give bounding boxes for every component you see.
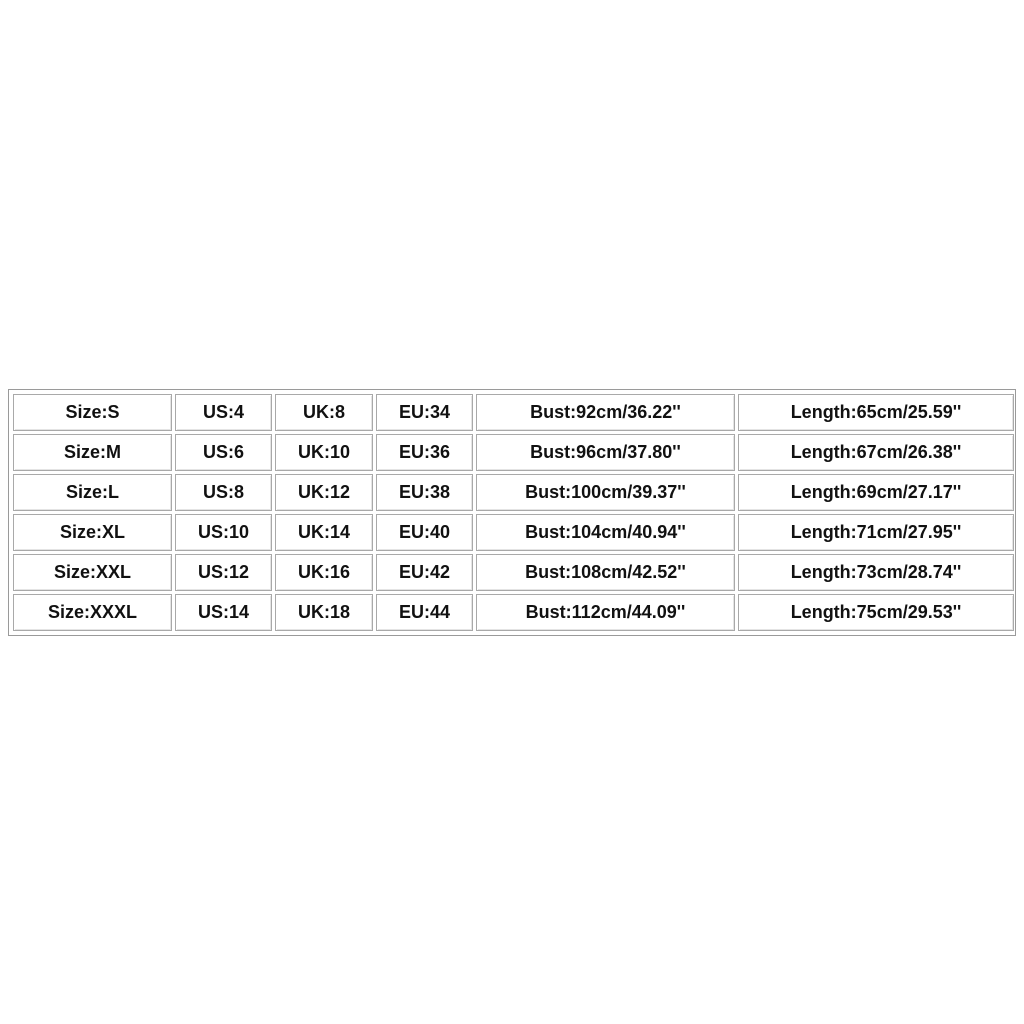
- uk-size-cell: UK:12: [275, 474, 373, 511]
- bust-cell: Bust:92cm/36.22'': [476, 394, 735, 431]
- table-row: [13, 514, 1014, 551]
- us-size-cell: US:14: [175, 594, 272, 631]
- us-size-cell: US:10: [175, 514, 272, 551]
- bust-cell: Bust:100cm/39.37'': [476, 474, 735, 511]
- uk-size-cell: UK:16: [275, 554, 373, 591]
- size-cell: Size:XL: [13, 514, 172, 551]
- uk-size-cell: UK:14: [275, 514, 373, 551]
- uk-size-cell: UK:18: [275, 594, 373, 631]
- size-chart: [8, 389, 1016, 636]
- eu-size-cell: EU:36: [376, 434, 473, 471]
- eu-size-cell: EU:42: [376, 554, 473, 591]
- uk-size-cell: UK:8: [275, 394, 373, 431]
- size-cell: Size:XXXL: [13, 594, 172, 631]
- table-row: [13, 434, 1014, 471]
- eu-size-cell: EU:34: [376, 394, 473, 431]
- size-chart-table: [10, 391, 1017, 634]
- table-row: [13, 474, 1014, 511]
- size-cell: Size:L: [13, 474, 172, 511]
- bust-cell: Bust:112cm/44.09'': [476, 594, 735, 631]
- length-cell: Length:71cm/27.95'': [738, 514, 1014, 551]
- length-cell: Length:73cm/28.74'': [738, 554, 1014, 591]
- eu-size-cell: EU:38: [376, 474, 473, 511]
- length-cell: Length:69cm/27.17'': [738, 474, 1014, 511]
- length-cell: Length:67cm/26.38'': [738, 434, 1014, 471]
- bust-cell: Bust:108cm/42.52'': [476, 554, 735, 591]
- size-cell: Size:XXL: [13, 554, 172, 591]
- length-cell: Length:65cm/25.59'': [738, 394, 1014, 431]
- size-cell: Size:S: [13, 394, 172, 431]
- table-row: [13, 594, 1014, 631]
- table-row: [13, 554, 1014, 591]
- bust-cell: Bust:104cm/40.94'': [476, 514, 735, 551]
- us-size-cell: US:12: [175, 554, 272, 591]
- us-size-cell: US:4: [175, 394, 272, 431]
- table-row: [13, 394, 1014, 431]
- size-cell: Size:M: [13, 434, 172, 471]
- length-cell: Length:75cm/29.53'': [738, 594, 1014, 631]
- eu-size-cell: EU:44: [376, 594, 473, 631]
- us-size-cell: US:6: [175, 434, 272, 471]
- uk-size-cell: UK:10: [275, 434, 373, 471]
- eu-size-cell: EU:40: [376, 514, 473, 551]
- us-size-cell: US:8: [175, 474, 272, 511]
- bust-cell: Bust:96cm/37.80'': [476, 434, 735, 471]
